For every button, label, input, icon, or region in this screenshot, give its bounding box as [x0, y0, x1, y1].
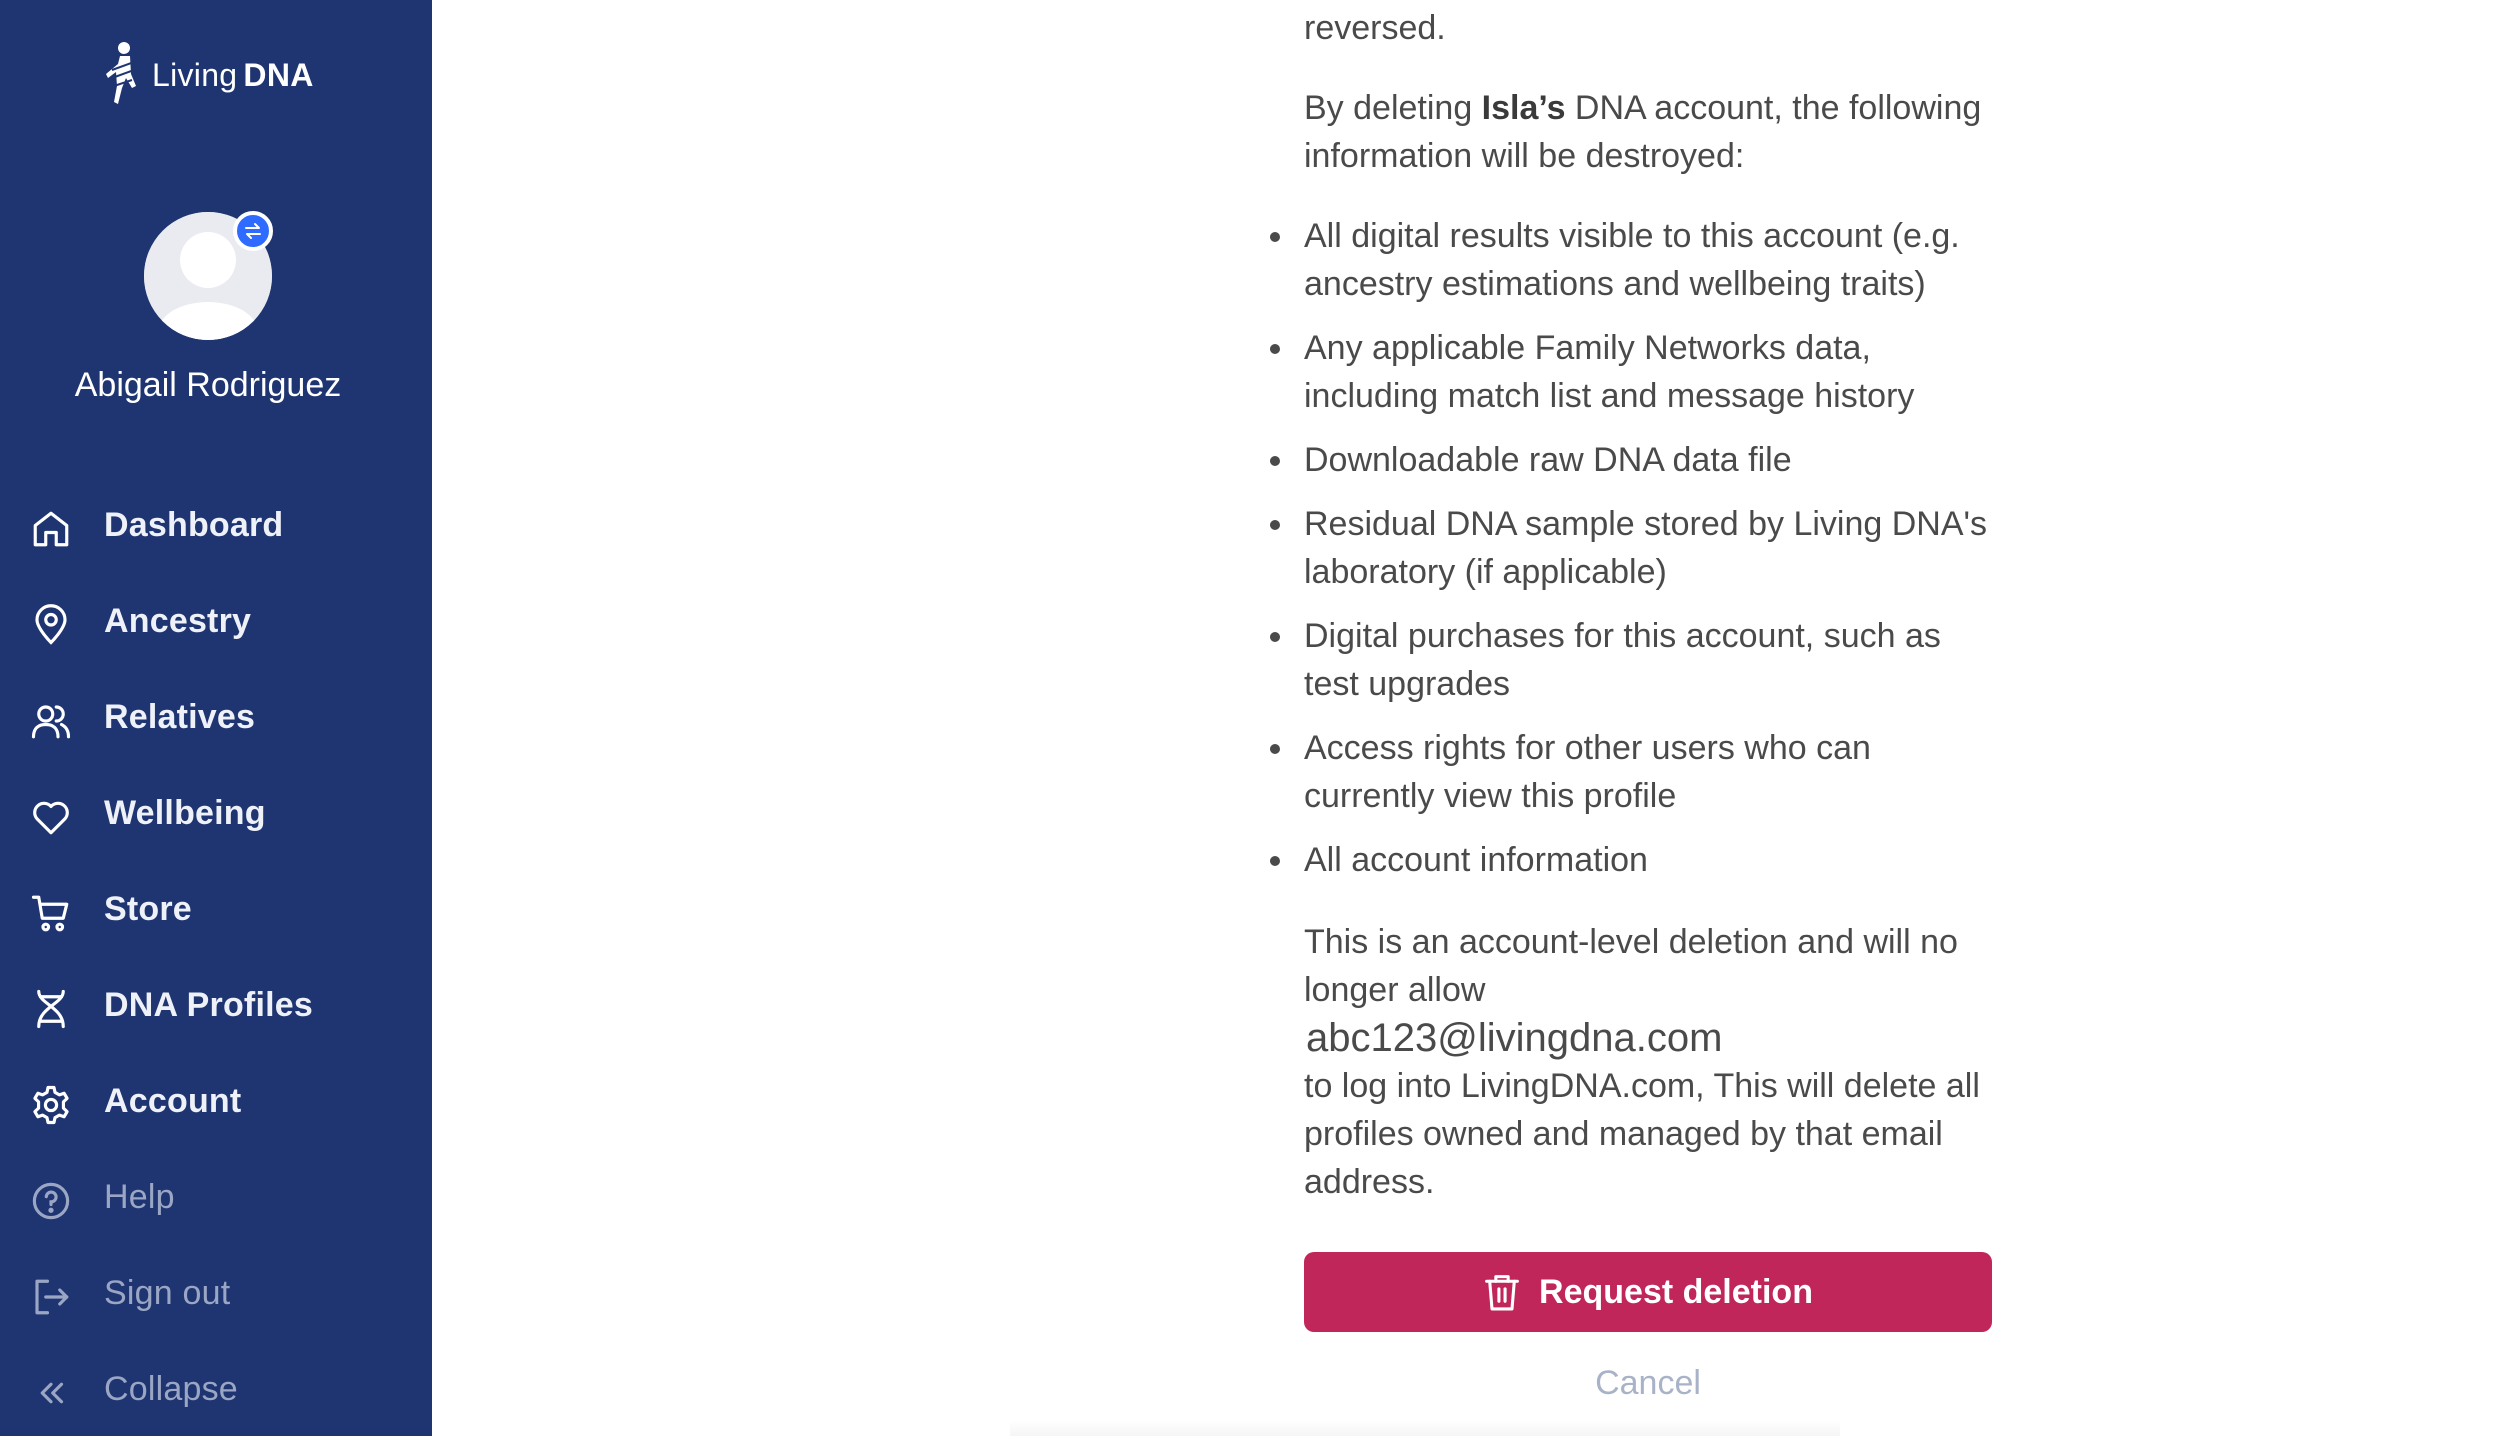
- sidebar-item-label: Wellbeing: [104, 794, 266, 832]
- list-item: All account information: [1304, 836, 2004, 884]
- warning-suffix: to log into LivingDNA.com, This will delete all profiles owned and managed by that email address.: [1304, 1067, 1980, 1201]
- brand-name-bold: DNA: [243, 56, 314, 93]
- living-dna-figure-icon: [100, 40, 146, 110]
- warning-prefix: This is an account-level deletion and will no longer allow: [1304, 923, 1958, 1009]
- user-name: Abigail Rodriguez: [74, 366, 342, 404]
- sidebar-item-collapse[interactable]: [0, 1352, 432, 1432]
- card-shadow: [1010, 1420, 1840, 1436]
- sidebar-item-label: Ancestry: [104, 602, 252, 640]
- gear-icon: [30, 1084, 72, 1126]
- brand-logo[interactable]: [100, 40, 314, 110]
- account-level-warning: [1304, 918, 2004, 1206]
- list-item: Digital purchases for this account, such as test upgrades: [1304, 612, 2004, 708]
- request-deletion-label: Request deletion: [1539, 1272, 1813, 1311]
- sidebar-item-sign-out[interactable]: [0, 1256, 432, 1336]
- account-email: abc123@livingdna.com: [1306, 1016, 1723, 1060]
- sidebar-item-help[interactable]: [0, 1160, 432, 1240]
- sidebar-item-label: Collapse: [104, 1370, 238, 1408]
- sidebar-item-label: Help: [104, 1178, 175, 1216]
- switch-profile-button[interactable]: [233, 211, 273, 251]
- sidebar-item-account[interactable]: [0, 1064, 432, 1144]
- heart-icon: [30, 796, 72, 838]
- sidebar-item-label: Store: [104, 890, 192, 928]
- list-item: All digital results visible to this account (e.g. ancestry estimations and wellbeing traits): [1304, 212, 2004, 308]
- brand-name-light: Living: [152, 56, 238, 93]
- sign-out-icon: [30, 1276, 72, 1318]
- list-item: Residual DNA sample stored by Living DNA's laboratory (if applicable): [1304, 500, 2004, 596]
- intro-prefix: By deleting: [1304, 89, 1482, 127]
- chevrons-left-icon: [30, 1372, 72, 1414]
- request-deletion-button[interactable]: [1304, 1252, 1992, 1332]
- brand-name: [152, 57, 314, 94]
- sidebar-item-label: Sign out: [104, 1274, 231, 1312]
- dna-icon: [30, 988, 72, 1030]
- sidebar-item-label: Relatives: [104, 698, 256, 736]
- map-pin-icon: [30, 604, 72, 646]
- reversed-text: reversed.: [1304, 9, 1446, 47]
- cancel-link[interactable]: Cancel: [1595, 1364, 1701, 1402]
- switch-profile-icon: [242, 220, 264, 242]
- list-item: Any applicable Family Networks data, including match list and message history: [1304, 324, 2004, 420]
- list-item: Downloadable raw DNA data file: [1304, 436, 2004, 484]
- sidebar-item-label: Dashboard: [104, 506, 284, 544]
- sidebar-item-relatives[interactable]: [0, 680, 432, 760]
- sidebar-item-wellbeing[interactable]: [0, 776, 432, 856]
- cart-icon: [30, 892, 72, 934]
- sidebar-item-store[interactable]: [0, 872, 432, 952]
- sidebar-item-label: DNA Profiles: [104, 986, 313, 1024]
- sidebar-item-ancestry[interactable]: [0, 584, 432, 664]
- sidebar: [0, 0, 432, 1436]
- sidebar-item-dashboard[interactable]: [0, 488, 432, 568]
- deletion-intro: [1304, 84, 2004, 180]
- help-circle-icon: [30, 1180, 72, 1222]
- users-icon: [30, 700, 72, 742]
- list-item: Access rights for other users who can currently view this profile: [1304, 724, 2004, 820]
- sidebar-item-label: Account: [104, 1082, 242, 1120]
- destroyed-data-list: [1304, 212, 2004, 900]
- trash-icon: [1483, 1272, 1521, 1312]
- sidebar-item-dna-profiles[interactable]: [0, 968, 432, 1048]
- profile-name: Isla’s: [1481, 89, 1566, 127]
- home-icon: [30, 508, 72, 550]
- intro-suffix: DNA account, the following information will be destroyed:: [1304, 89, 1982, 175]
